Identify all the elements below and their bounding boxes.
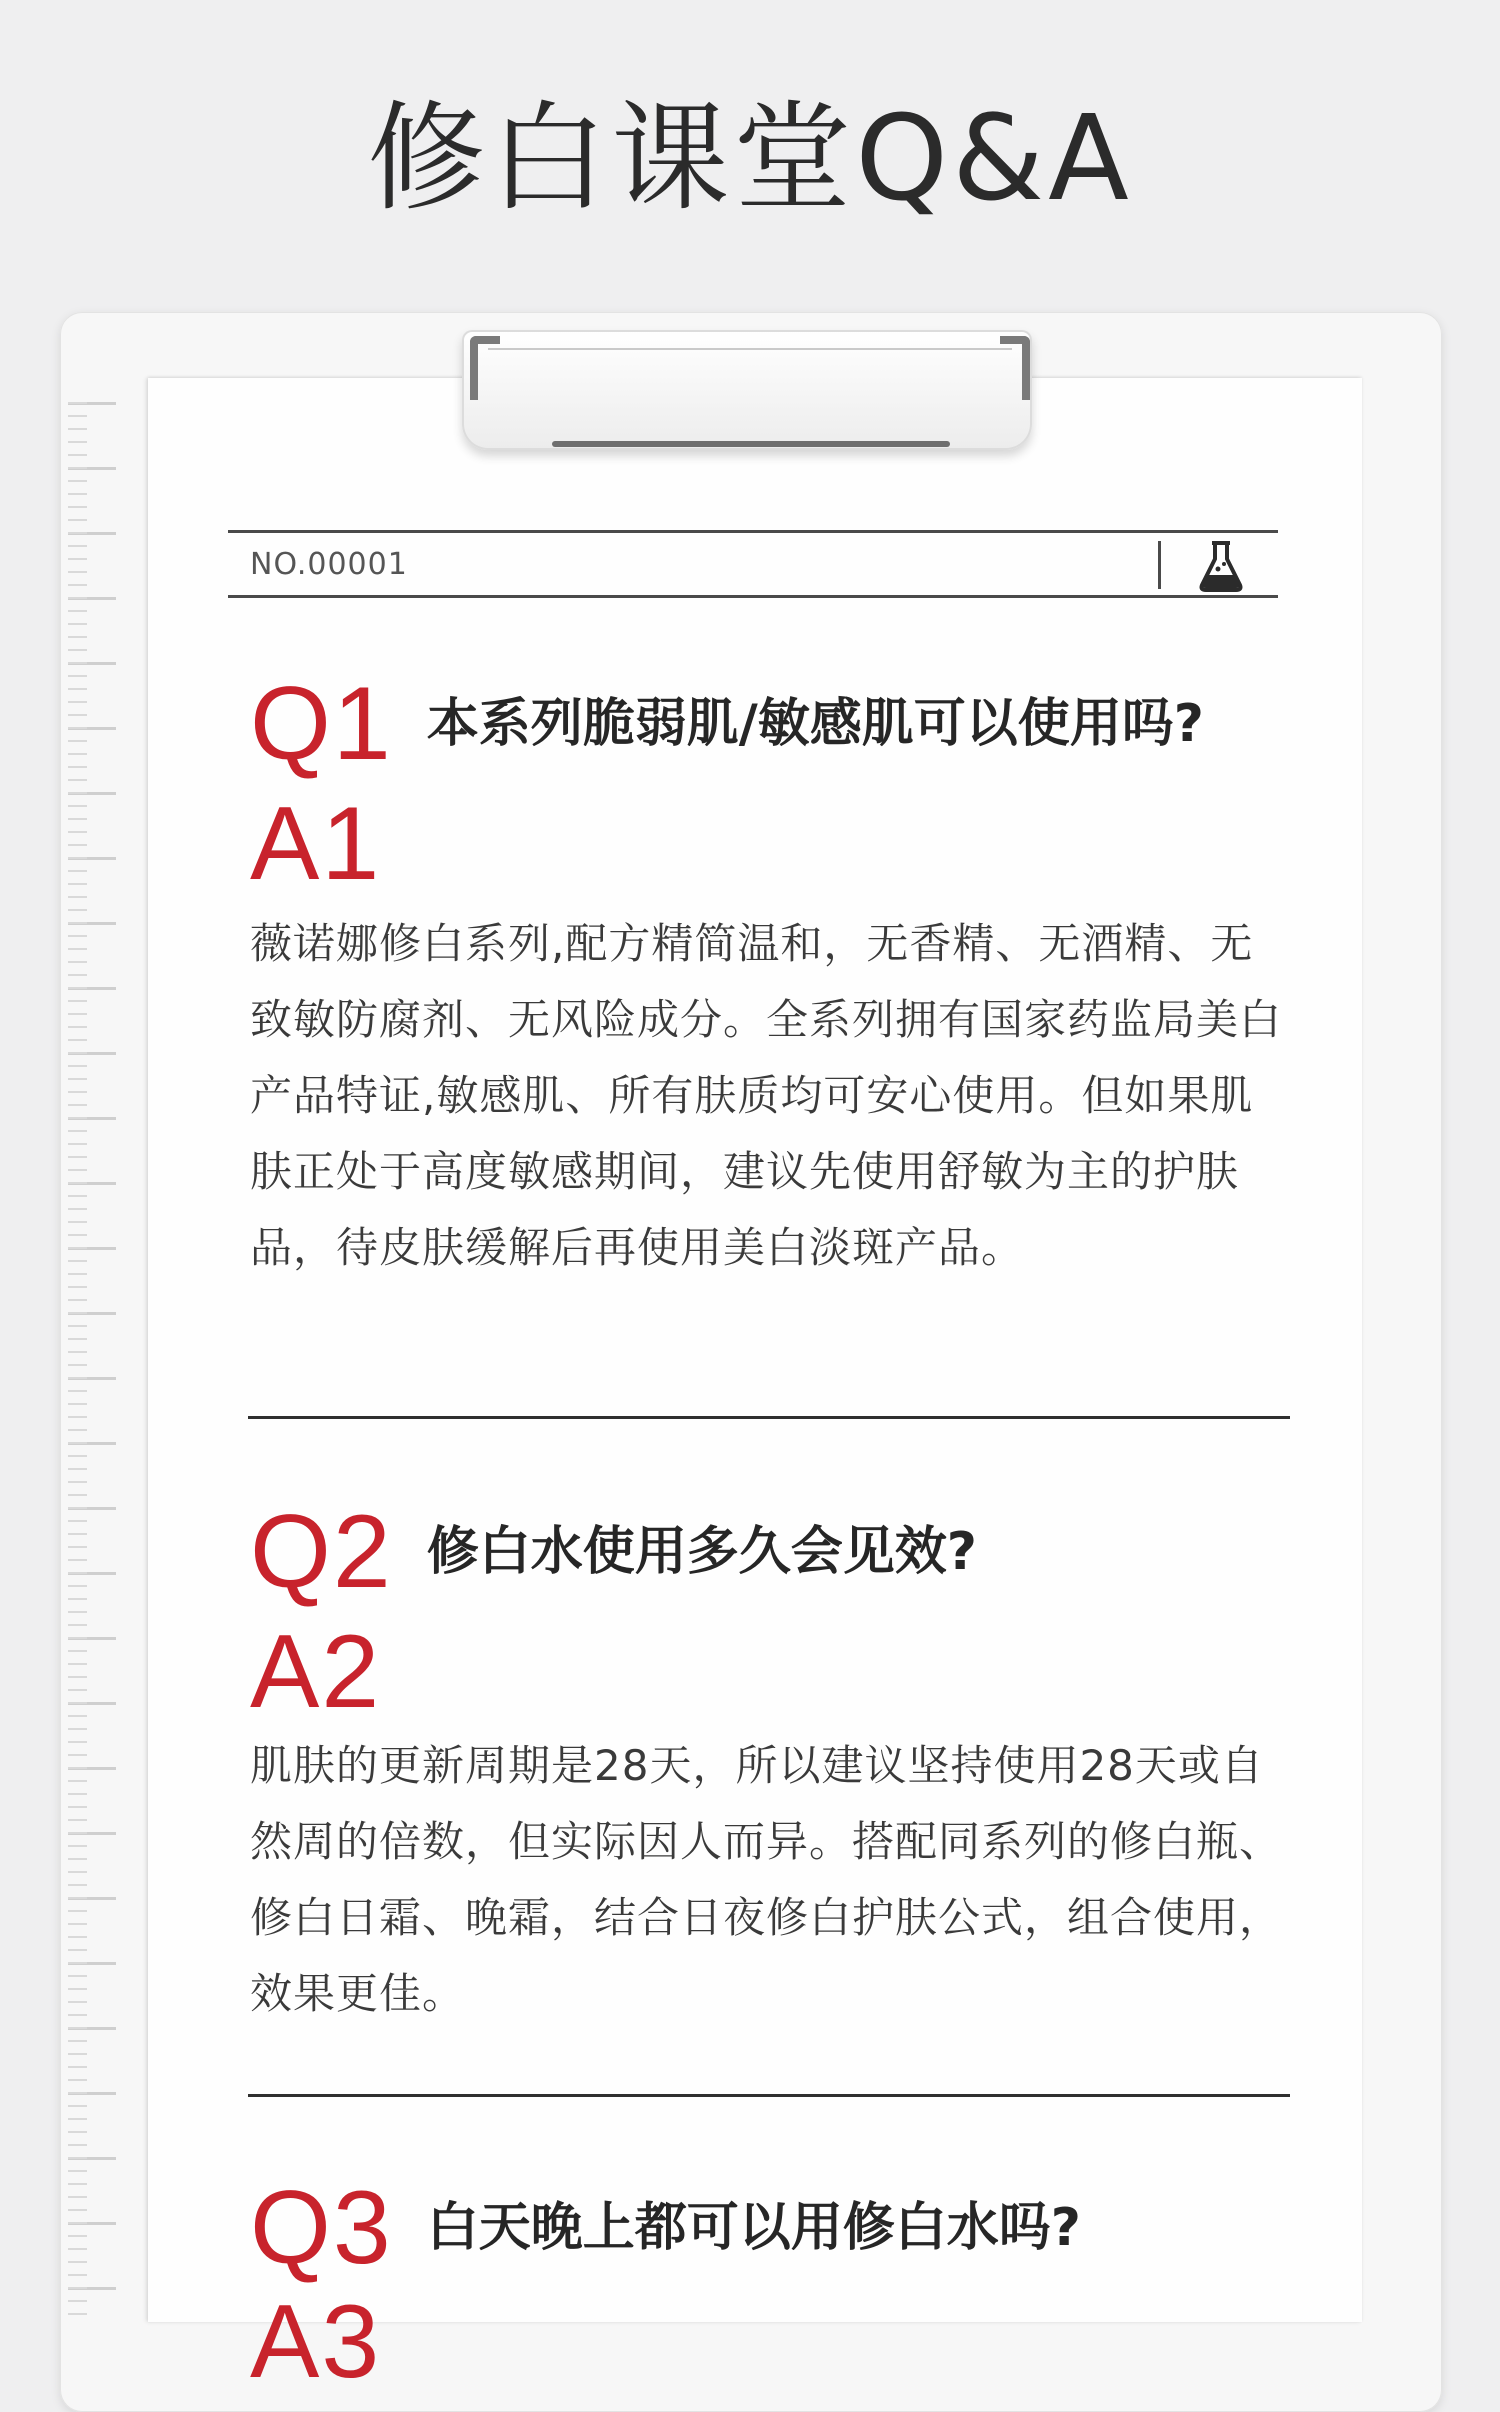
question-row-2 [250,1494,977,1610]
section-divider [248,1416,1290,1419]
question-tag: Q1 [250,666,393,782]
question-text: 修白水使用多久会见效? [426,1522,977,1582]
clip-bar [552,441,950,447]
clip-bracket-left [470,336,500,400]
section-divider [248,2094,1290,2097]
flask-icon [1196,539,1246,593]
question-tag: Q2 [250,1494,393,1610]
question-text: 本系列脆弱肌/敏感肌可以使用吗? [426,694,1204,754]
document-number: NO.00001 [250,547,408,582]
header-divider [1158,541,1161,589]
answer-tag: A1 [250,786,382,902]
answer-text: 薇诺娜修白系列,配方精简温和，无香精、无酒精、无致敏防腐剂、无风险成分。全系列拥有国家药监局美白产品特证,敏感肌、所有肤质均可安心使用。但如果肌肤正处于高度敏感期间，建议先使用舒敏为主的护肤品，待皮肤缓解后再使用美白淡斑产品。 [250,919,1283,1272]
question-row-1 [250,666,1204,782]
page-title: 修白课堂Q&A [367,89,1133,227]
question-row-3 [250,2170,1081,2286]
question-tag: Q3 [250,2170,393,2286]
question-text: 白天晚上都可以用修白水吗? [426,2198,1081,2258]
clip-bracket-right [1000,336,1030,400]
answer-tag: A2 [250,1614,382,1730]
clip-highlight [488,348,1012,350]
answer-text: 肌肤的更新周期是28天，所以建议坚持使用28天或自然周的倍数，但实际因人而异。搭配同系列的修白瓶、修白日霜、晚霜，结合日夜修白护肤公式，组合使用，效果更佳。 [250,1741,1283,2018]
document-header [228,530,1278,598]
ruler-ticks [68,402,100,2322]
answer-tag: A3 [250,2284,382,2400]
